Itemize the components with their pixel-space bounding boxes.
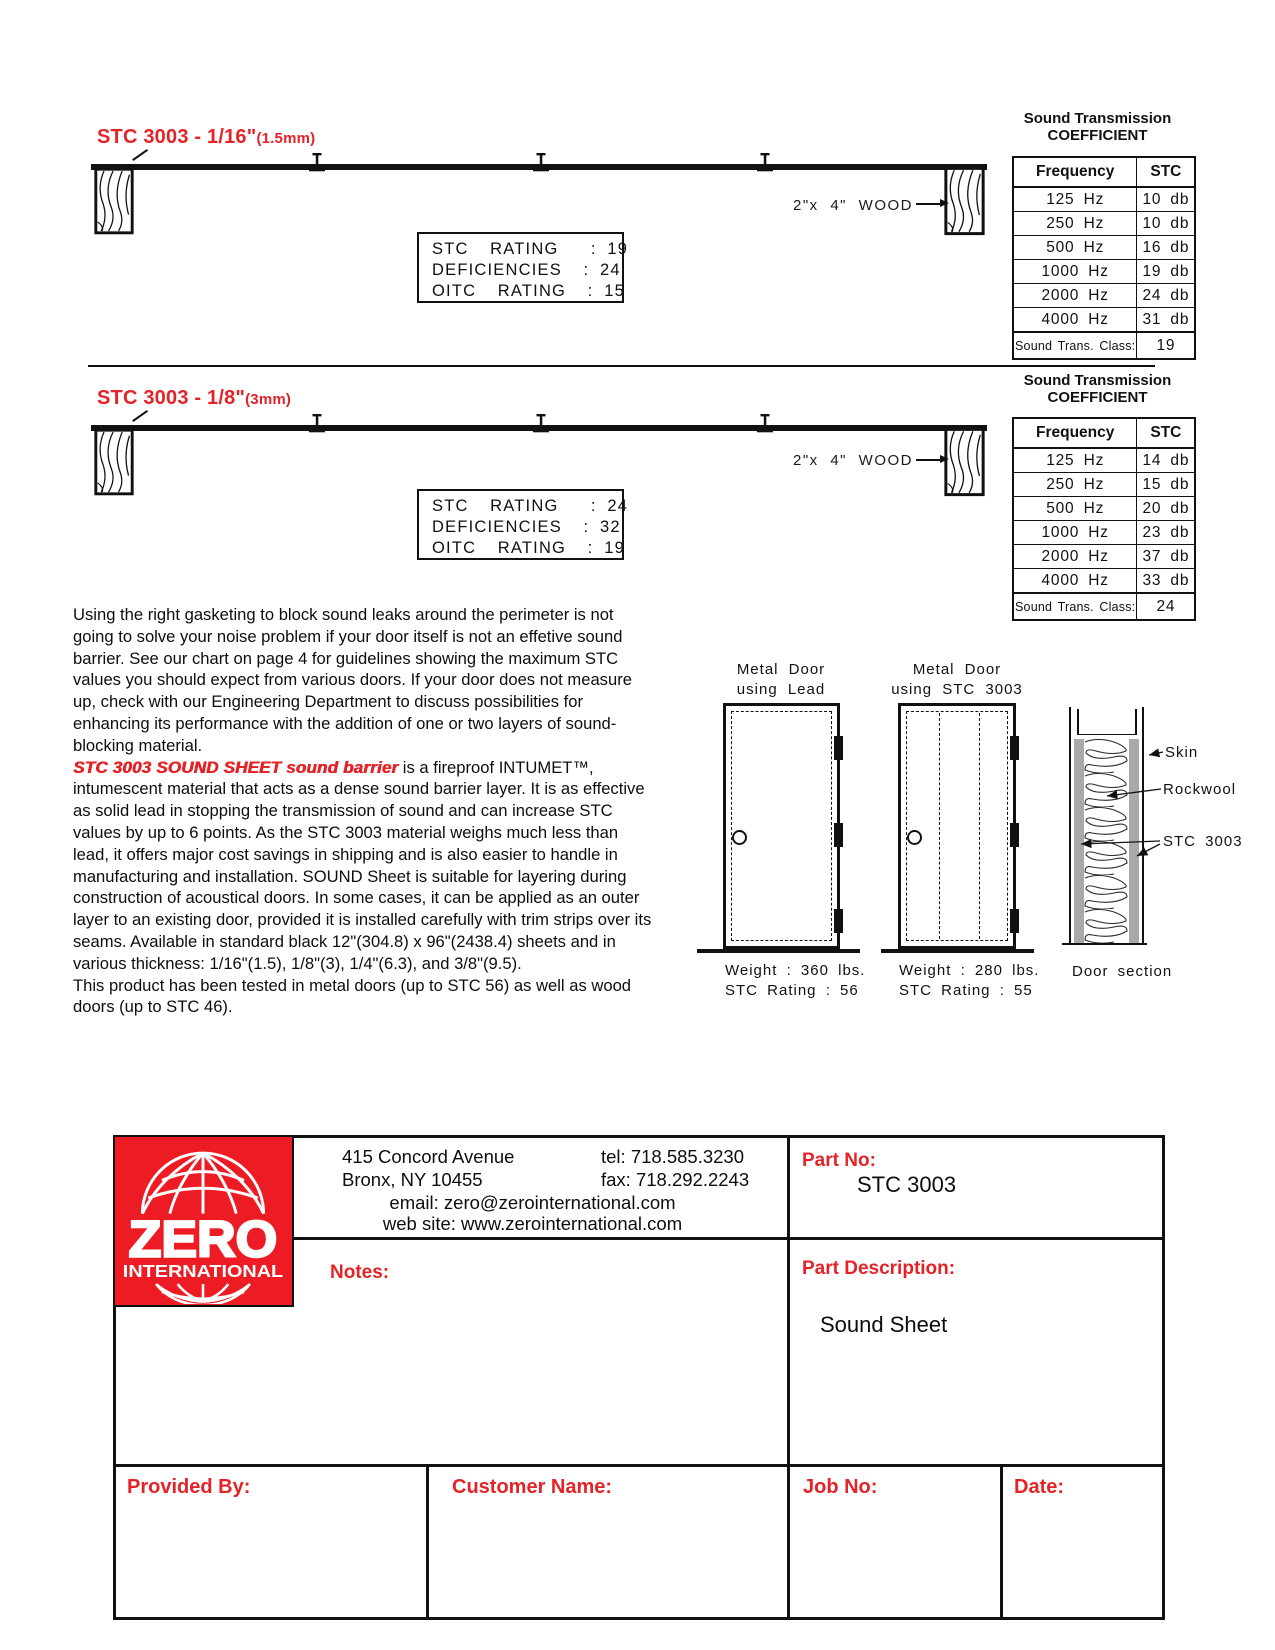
door-knob-icon xyxy=(907,830,922,845)
rockwool-label: Rockwool xyxy=(1163,781,1237,798)
stc-rating-value: STC Rating : 55 xyxy=(899,982,1033,999)
address-line-1: 415 Concord Avenue xyxy=(342,1146,515,1167)
caption-line: Metal Door xyxy=(736,661,826,678)
floor-line xyxy=(881,949,1034,953)
paragraph-product-rest: is a fireproof INTUMET™, intumescent material that acts as a dense sound barrier layer. It is as effective as solid lead in stopping the transmission of sound and can increase STC values by up to 6 points. As the STC 3003 material weighs much less than lead, it offers major cost savings in shipping and is also easier to handle in manufacturing and installation. SOUND Sheet is suitable for layering during construction of acoustical doors. In some cases, it can be applied as an outer layer to an existing door, provided it is installed carefully with trim strips over its seams. Available in standard black 12"(304.8) x 96"(2438.4) sheets and in various thickness: 1/16"(1.5), 1/8"(3), 1/4"(6.3), and 3/8"(9.5). xyxy=(73,757,652,973)
form-divider-vertical xyxy=(787,1135,790,1620)
table-row xyxy=(1013,473,1195,497)
coeff-title-line2: COEFFICIENT xyxy=(1047,127,1148,144)
sound-trans-class-value: 24 xyxy=(1137,593,1196,620)
channel-web xyxy=(1077,734,1136,736)
table-row xyxy=(1013,448,1195,473)
freq-cell: 125 Hz xyxy=(1013,448,1137,473)
table-row xyxy=(1013,187,1195,212)
stc-cell: 31 db xyxy=(1137,308,1196,333)
col-frequency: Frequency xyxy=(1013,418,1137,448)
notes-label: Notes: xyxy=(330,1262,390,1283)
table-footer-row xyxy=(1013,593,1195,620)
table-row xyxy=(1013,521,1195,545)
date-label: Date: xyxy=(1014,1476,1065,1498)
customer-name-label: Customer Name: xyxy=(452,1476,613,1498)
stc-cell: 16 db xyxy=(1137,236,1196,260)
freq-cell: 250 Hz xyxy=(1013,473,1137,497)
skin-label: Skin xyxy=(1165,744,1199,761)
part-description-label: Part Description: xyxy=(802,1258,956,1279)
col-stc: STC xyxy=(1137,418,1196,448)
wood-stud-icon xyxy=(944,427,985,497)
rockwool-fill xyxy=(1084,739,1129,943)
weight-value: Weight : 280 lbs. xyxy=(899,962,1040,979)
coeff-title-line2: COEFFICIENT xyxy=(1047,389,1148,406)
form-divider-vertical xyxy=(426,1464,429,1620)
door-stc-caption xyxy=(862,660,1052,700)
sound-trans-class-label: Sound Trans. Class: xyxy=(1013,593,1137,620)
fastener-clip-icon xyxy=(756,414,774,434)
door-lead-stats xyxy=(725,961,865,1001)
leader-line xyxy=(916,459,940,461)
oitc-rating-line: OITC RATING : 15 xyxy=(432,282,625,300)
wood-dimension-label-2: 2"x 4" WOOD xyxy=(793,452,913,469)
section-divider xyxy=(88,365,1155,367)
job-no-field[interactable] xyxy=(792,1500,998,1618)
door-section-caption: Door section xyxy=(1072,963,1173,980)
caption-line: using STC 3003 xyxy=(891,681,1023,698)
stc-cell: 37 db xyxy=(1137,545,1196,569)
freq-cell: 500 Hz xyxy=(1013,236,1137,260)
table-footer-row xyxy=(1013,332,1195,359)
fastener-clip-icon xyxy=(308,414,326,434)
tel-number: tel: 718.585.3230 xyxy=(601,1146,744,1167)
section-title-1 xyxy=(97,126,315,149)
table-row xyxy=(1013,545,1195,569)
stc3003-layer-right xyxy=(1129,739,1139,943)
sheet-seam-dashed xyxy=(979,713,980,939)
section-title-2 xyxy=(97,387,291,410)
table-row xyxy=(1013,260,1195,284)
logo-subtitle: INTERNATIONAL xyxy=(122,1262,284,1282)
wood-stud-icon xyxy=(944,166,985,236)
notes-field[interactable] xyxy=(300,1290,770,1450)
hinge-icon xyxy=(1010,823,1019,847)
logo-graphic xyxy=(115,1137,291,1304)
fastener-clip-icon xyxy=(532,153,550,173)
stc-cell: 24 db xyxy=(1137,284,1196,308)
form-divider-vertical xyxy=(1000,1464,1003,1620)
stc-rating-line: STC RATING : 24 xyxy=(432,497,629,515)
freq-cell: 2000 Hz xyxy=(1013,284,1137,308)
arrowhead-icon xyxy=(940,199,949,207)
job-no-label: Job No: xyxy=(803,1476,878,1498)
door-inner-dashed xyxy=(906,711,1008,941)
form-bottom-row-divider xyxy=(113,1464,1165,1467)
table-row xyxy=(1013,308,1195,333)
hinge-icon xyxy=(834,736,843,760)
rating-box-1 xyxy=(417,232,629,303)
section-title-2-note: (3mm) xyxy=(245,391,292,408)
coeff-table-title-1 xyxy=(1012,110,1183,144)
deficiencies-line: DEFICIENCIES : 32 xyxy=(432,518,621,536)
door-inner-dashed xyxy=(731,711,832,941)
channel-wall xyxy=(1077,709,1079,735)
freq-cell: 250 Hz xyxy=(1013,212,1137,236)
wood-stud-icon xyxy=(94,427,134,497)
leader-line xyxy=(916,203,940,205)
stc-cell: 10 db xyxy=(1137,212,1196,236)
sound-trans-class-value: 19 xyxy=(1137,332,1196,359)
section-title-1-note: (1.5mm) xyxy=(256,130,316,147)
freq-cell: 4000 Hz xyxy=(1013,569,1137,594)
stc-cell: 33 db xyxy=(1137,569,1196,594)
freq-cell: 500 Hz xyxy=(1013,497,1137,521)
door-knob-icon xyxy=(732,830,747,845)
section-title-1-main: STC 3003 - 1/16" xyxy=(97,126,257,148)
coeff-table-title-2 xyxy=(1012,372,1183,406)
break-tick-icon xyxy=(132,149,148,161)
section-skin-left xyxy=(1069,707,1071,943)
product-name-lead: STC 3003 SOUND SHEET sound barrier xyxy=(73,757,399,777)
table-row xyxy=(1013,569,1195,594)
floor-line xyxy=(697,949,860,953)
coefficient-table-2 xyxy=(1012,417,1196,621)
hinge-icon xyxy=(834,909,843,933)
ground-line xyxy=(1062,943,1147,945)
col-frequency: Frequency xyxy=(1013,157,1137,187)
freq-cell: 125 Hz xyxy=(1013,187,1137,212)
sound-trans-class-label: Sound Trans. Class: xyxy=(1013,332,1137,359)
part-no-value: STC 3003 xyxy=(857,1172,957,1197)
freq-cell: 4000 Hz xyxy=(1013,308,1137,333)
table-row xyxy=(1013,212,1195,236)
paragraph-product xyxy=(73,757,658,975)
customer-name-field[interactable] xyxy=(430,1500,785,1618)
zero-international-logo xyxy=(113,1135,294,1307)
table-row xyxy=(1013,284,1195,308)
part-description-value: Sound Sheet xyxy=(820,1312,948,1337)
freq-cell: 1000 Hz xyxy=(1013,260,1137,284)
stc-cell: 19 db xyxy=(1137,260,1196,284)
stc-cell: 14 db xyxy=(1137,448,1196,473)
stc-rating-value: STC Rating : 56 xyxy=(725,982,859,999)
hinge-icon xyxy=(834,823,843,847)
part-no-label: Part No: xyxy=(802,1150,876,1171)
oitc-rating-line: OITC RATING : 19 xyxy=(432,539,625,557)
email-line: email: zero@zerointernational.com xyxy=(389,1192,676,1213)
door-lead-caption xyxy=(686,660,876,700)
fastener-clip-icon xyxy=(308,153,326,173)
table-header-row xyxy=(1013,157,1195,187)
table-row xyxy=(1013,497,1195,521)
freq-cell: 2000 Hz xyxy=(1013,545,1137,569)
fastener-clip-icon xyxy=(756,153,774,173)
door-figures xyxy=(650,620,1250,1020)
stc-cell: 10 db xyxy=(1137,187,1196,212)
weight-value: Weight : 360 lbs. xyxy=(725,962,866,979)
wood-dimension-label-1: 2"x 4" WOOD xyxy=(793,197,913,214)
wood-stud-icon xyxy=(94,166,134,236)
caption-line: using Lead xyxy=(736,681,826,698)
channel-wall xyxy=(1135,709,1137,735)
deficiencies-line: DEFICIENCIES : 24 xyxy=(432,261,621,279)
stc3003-label: STC 3003 xyxy=(1163,833,1243,850)
col-stc: STC xyxy=(1137,157,1196,187)
stc3003-layer-left xyxy=(1074,739,1084,943)
stc-cell: 15 db xyxy=(1137,473,1196,497)
form-divider-horizontal xyxy=(290,1237,1165,1240)
freq-cell: 1000 Hz xyxy=(1013,521,1137,545)
door-stc-stats xyxy=(899,961,1039,1001)
hinge-icon xyxy=(1010,909,1019,933)
paragraph-tested: This product has been tested in metal doors (up to STC 56) as well as wood doors (up to STC 46). xyxy=(73,975,632,1017)
coeff-title-line1: Sound Transmission xyxy=(1023,372,1172,389)
hinge-icon xyxy=(1010,736,1019,760)
provided-by-label: Provided By: xyxy=(127,1476,251,1498)
rating-box-2 xyxy=(417,489,629,560)
break-tick-icon xyxy=(132,410,148,422)
website-line: web site: www.zerointernational.com xyxy=(382,1213,683,1234)
coefficient-table-1 xyxy=(1012,156,1196,360)
section-skin-right xyxy=(1142,707,1144,943)
provided-by-field[interactable] xyxy=(116,1500,424,1618)
logo-wordmark: ZERO xyxy=(128,1210,278,1268)
metal-door-stc3003-figure xyxy=(898,703,1016,949)
address-line-2: Bronx, NY 10455 xyxy=(342,1169,483,1190)
fastener-clip-icon xyxy=(532,414,550,434)
arrowhead-icon xyxy=(940,455,949,463)
paragraph-gasketing: Using the right gasketing to block sound leaks around the perimeter is not going to solve your noise problem if your door itself is not an effetive sound barrier. See our chart on page 4 for guidelines showing the maximum STC values you should expect from various doors. If your door does not measure up, check with our Engineering Department to discuss possibilities for enhancing its performance with the addition of one or two layers of sound-blocking material. xyxy=(73,605,632,755)
stc-cell: 20 db xyxy=(1137,497,1196,521)
sheet-seam-dashed xyxy=(939,713,940,939)
coeff-title-line1: Sound Transmission xyxy=(1023,110,1172,127)
date-field[interactable] xyxy=(1004,1500,1162,1618)
table-header-row xyxy=(1013,418,1195,448)
section-title-2-main: STC 3003 - 1/8" xyxy=(97,387,246,409)
caption-line: Metal Door xyxy=(912,661,1002,678)
stc-cell: 23 db xyxy=(1137,521,1196,545)
metal-door-lead-figure xyxy=(723,703,840,949)
table-row xyxy=(1013,236,1195,260)
body-text xyxy=(73,604,658,1018)
stc-rating-line: STC RATING : 19 xyxy=(432,240,629,258)
fax-number: fax: 718.292.2243 xyxy=(601,1169,750,1190)
